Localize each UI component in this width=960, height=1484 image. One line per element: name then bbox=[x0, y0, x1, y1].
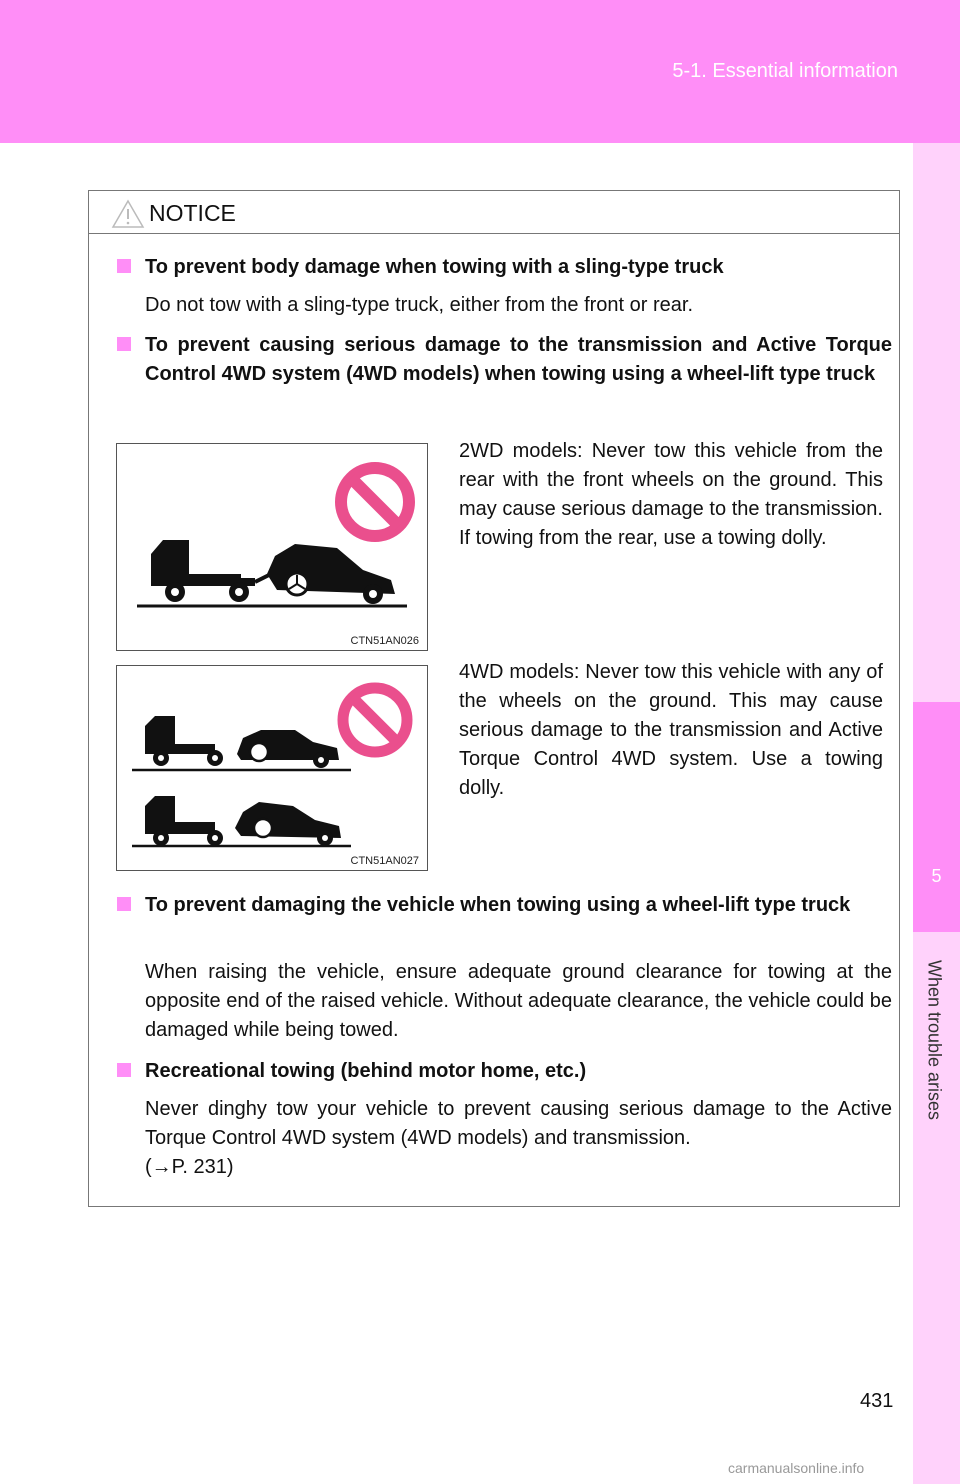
section-body: Do not tow with a sling-type truck, either from the front or rear. bbox=[145, 294, 694, 316]
side-chapter-box bbox=[913, 702, 960, 932]
section-body: When raising the vehicle, ensure adequate ground clearance for towing at the opposite end of the raised vehicle. Without adequate clearance, the vehicle could be damaged while being towed. bbox=[145, 961, 892, 1041]
page-reference: (→P. 231) bbox=[145, 1156, 234, 1178]
figure-code: CTN51AN027 bbox=[350, 855, 419, 867]
section-body-text: Never dinghy tow your vehicle to prevent causing serious damage to the Active Torque Control 4WD system (4WD models) and transmission. bbox=[145, 1098, 892, 1149]
square-bullet-icon bbox=[117, 1063, 131, 1077]
figure-code: CTN51AN026 bbox=[350, 635, 419, 647]
tow-truck-illustration bbox=[117, 444, 427, 650]
figure-2wd-towing bbox=[116, 443, 428, 651]
notice-box bbox=[88, 190, 900, 1207]
figure-caption: 2WD models: Never tow this vehicle from the rear with the front wheels on the ground. This may cause serious damage to the transmission. If towing from the rear, use a towing dolly. bbox=[459, 440, 883, 549]
figure-4wd-towing bbox=[116, 665, 428, 871]
page-header bbox=[0, 0, 960, 143]
section-body bbox=[117, 1095, 892, 1182]
square-bullet-icon bbox=[117, 337, 131, 351]
square-bullet-icon bbox=[117, 897, 131, 911]
figure-caption: 4WD models: Never tow this vehicle with any of the wheels on the ground. This may cause serious damage to the transmission and Active Torque Control 4WD system. Use a towing dolly. bbox=[459, 661, 883, 799]
section-heading: To prevent damaging the vehicle when towing using a wheel-lift type truck bbox=[117, 891, 892, 920]
watermark: carmanualsonline.info bbox=[728, 1460, 865, 1476]
section-title: 5-1. Essential information bbox=[672, 60, 898, 82]
page-number: 431 bbox=[860, 1390, 894, 1412]
notice-header bbox=[89, 191, 899, 234]
section-heading: Recreational towing (behind motor home, etc.) bbox=[117, 1057, 892, 1086]
section-heading: To prevent causing serious damage to the transmission and Active Torque Control 4WD system (4WD models) when towing using a wheel-lift type truck bbox=[117, 331, 892, 389]
section-heading: To prevent body damage when towing with a sling-type truck bbox=[117, 253, 892, 282]
chapter-number: 5 bbox=[931, 866, 942, 886]
chapter-title: When trouble arises bbox=[924, 959, 945, 1121]
square-bullet-icon bbox=[117, 259, 131, 273]
notice-title: NOTICE bbox=[149, 200, 236, 226]
warning-icon bbox=[111, 199, 145, 229]
tow-truck-illustration bbox=[117, 666, 427, 870]
